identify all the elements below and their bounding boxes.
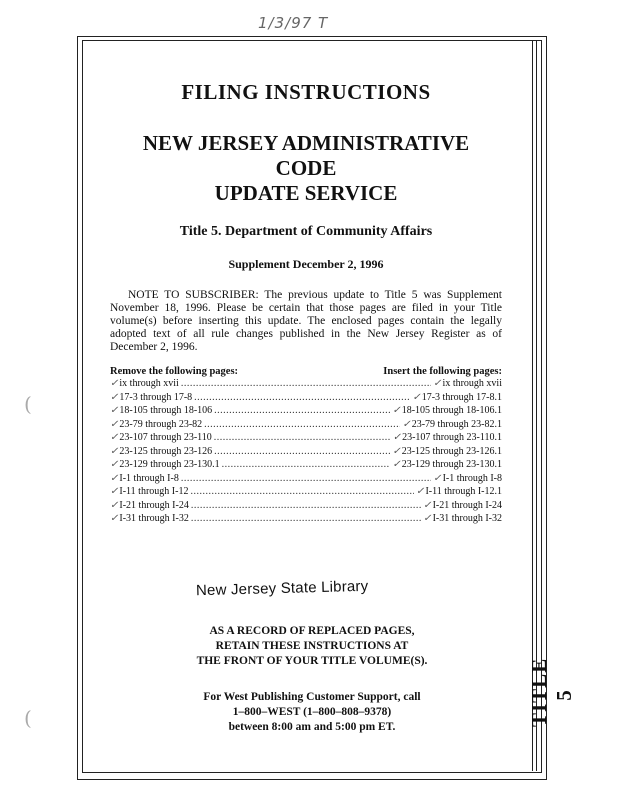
check-mark-icon: ✓ xyxy=(110,513,119,524)
check-mark-icon: ✓ xyxy=(110,418,119,430)
table-row xyxy=(110,431,502,445)
check-mark-icon: ✓ xyxy=(423,513,432,524)
check-mark-icon: ✓ xyxy=(392,459,401,470)
check-mark-icon: ✓ xyxy=(416,486,425,497)
leader-dots xyxy=(181,472,431,485)
page-replacement-list xyxy=(110,377,502,526)
title-tab-label: TITLE 5 xyxy=(527,657,576,727)
table-row xyxy=(110,458,502,472)
check-mark-icon: ✓ xyxy=(423,499,432,511)
punch-hole-mark: ( xyxy=(24,392,32,416)
insert-pages: I-31 through I-32 xyxy=(432,513,502,524)
remove-pages: I-21 through I-24 xyxy=(119,499,189,511)
table-row xyxy=(110,404,502,418)
remove-pages: 23-107 through 23-110 xyxy=(119,432,212,443)
insert-pages: ix through xvii xyxy=(442,378,502,389)
customer-support xyxy=(140,690,484,735)
insert-header: Insert the following pages: xyxy=(383,366,502,377)
check-mark-icon: ✓ xyxy=(412,391,421,403)
page-title: FILING INSTRUCTIONS xyxy=(181,80,431,104)
insert-pages: 23-125 through 23-126.1 xyxy=(401,445,502,457)
leader-dots xyxy=(191,499,421,512)
table-row xyxy=(110,445,502,459)
leader-dots xyxy=(222,458,391,471)
check-mark-icon: ✓ xyxy=(392,432,402,443)
check-mark-icon: ✓ xyxy=(392,405,401,416)
document-body xyxy=(110,80,502,526)
remove-pages: I-31 through I-32 xyxy=(119,513,189,524)
check-mark-icon: ✓ xyxy=(110,432,119,443)
handwritten-annotation: 1/3/97 T xyxy=(258,14,329,32)
check-mark-icon: ✓ xyxy=(110,378,119,389)
check-mark-icon: ✓ xyxy=(110,391,119,403)
insert-pages: 23-129 through 23-130.1 xyxy=(401,459,502,470)
retain-line: AS A RECORD OF REPLACED PAGES, xyxy=(209,625,415,637)
table-row xyxy=(110,391,502,405)
subscriber-note: NOTE TO SUBSCRIBER: The previous update to Title 5 was Supplement November 18, 1996. Please be certain that those pages are filed in your Title volume(s) before inserting this update. The enclosed pages contain the legally adopted text of all rule changes published in the New Jersey Register as of December 2, 1996. xyxy=(110,289,502,353)
table-row xyxy=(110,472,502,486)
table-row xyxy=(110,418,502,432)
table-row xyxy=(110,377,502,391)
pages-column-headers xyxy=(110,366,502,377)
check-mark-icon: ✓ xyxy=(110,459,119,470)
insert-pages: I-21 through I-24 xyxy=(432,499,502,511)
leader-dots xyxy=(214,431,391,444)
remove-pages: 23-79 through 23-82 xyxy=(119,418,203,430)
check-mark-icon: ✓ xyxy=(392,445,401,457)
check-mark-icon: ✓ xyxy=(402,418,411,430)
table-row xyxy=(110,499,502,513)
supplement-date: Supplement December 2, 1996 xyxy=(228,257,384,271)
remove-pages: 17-3 through 17-8 xyxy=(119,391,193,403)
check-mark-icon: ✓ xyxy=(110,486,119,497)
code-title-line1: NEW JERSEY ADMINISTRATIVE CODE xyxy=(142,131,470,180)
code-title-line2: UPDATE SERVICE xyxy=(214,181,398,205)
remove-pages: 23-129 through 23-130.1 xyxy=(119,459,220,470)
check-mark-icon: ✓ xyxy=(110,405,119,416)
leader-dots xyxy=(214,445,390,458)
library-stamp: New Jersey State Library xyxy=(195,577,369,600)
check-mark-icon: ✓ xyxy=(110,445,119,457)
check-mark-icon: ✓ xyxy=(433,472,442,484)
leader-dots xyxy=(191,512,421,525)
remove-header: Remove the following pages: xyxy=(110,366,239,377)
insert-pages: I-1 through I-8 xyxy=(442,472,502,484)
remove-pages: I-11 through I-12 xyxy=(119,486,189,497)
insert-pages: I-11 through I-12.1 xyxy=(425,486,502,497)
table-row xyxy=(110,512,502,526)
remove-pages: 18-105 through 18-106 xyxy=(119,405,213,416)
check-mark-icon: ✓ xyxy=(110,499,119,511)
insert-pages: 23-79 through 23-82.1 xyxy=(411,418,502,430)
check-mark-icon: ✓ xyxy=(433,378,442,389)
remove-pages: I-1 through I-8 xyxy=(119,472,179,484)
support-phone: 1–800–WEST (1–800–808–9378) xyxy=(232,706,392,718)
leader-dots xyxy=(214,404,390,417)
retain-instructions xyxy=(140,624,484,669)
support-line: For West Publishing Customer Support, call xyxy=(203,691,421,703)
remove-pages: 23-125 through 23-126 xyxy=(119,445,213,457)
table-row xyxy=(110,485,502,499)
leader-dots xyxy=(181,377,431,390)
punch-hole-mark: ( xyxy=(24,706,32,730)
leader-dots xyxy=(194,391,410,404)
leader-dots xyxy=(204,418,400,431)
title-section: Title 5. Department of Community Affairs xyxy=(179,224,433,239)
remove-pages: ix through xvii xyxy=(119,378,179,389)
retain-line: RETAIN THESE INSTRUCTIONS AT xyxy=(215,640,409,652)
insert-pages: 17-3 through 17-8.1 xyxy=(421,391,502,403)
support-hours: between 8:00 am and 5:00 pm ET. xyxy=(228,721,396,733)
check-mark-icon: ✓ xyxy=(110,472,119,484)
retain-line: THE FRONT OF YOUR TITLE VOLUME(S). xyxy=(196,655,428,667)
insert-pages: 23-107 through 23-110.1 xyxy=(402,432,502,443)
insert-pages: 18-105 through 18-106.1 xyxy=(401,405,502,416)
leader-dots xyxy=(190,485,414,498)
